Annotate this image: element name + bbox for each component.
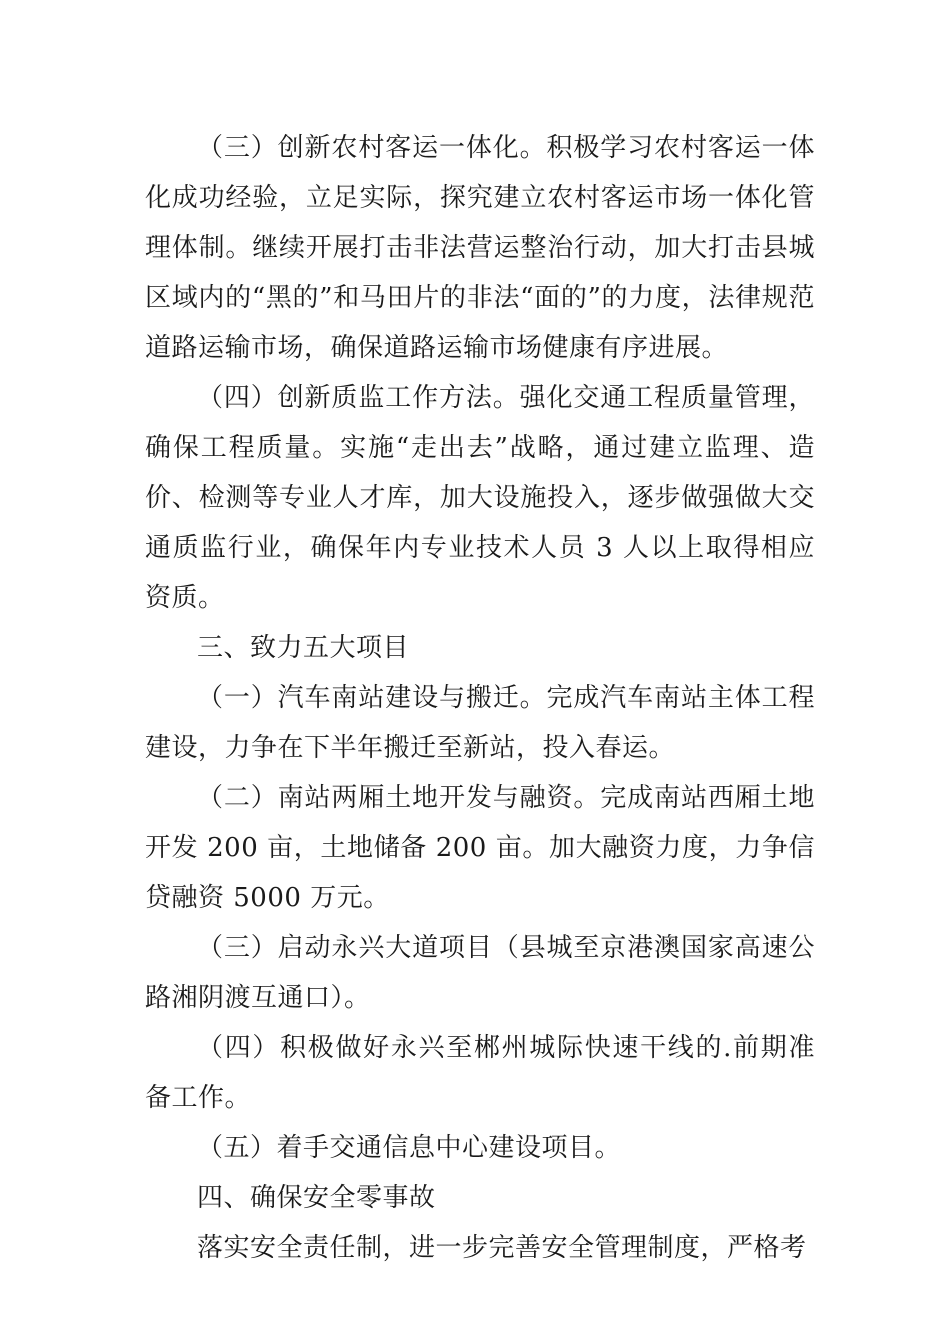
paragraph-south-station-land: （二）南站两厢土地开发与融资。完成南站西厢土地开发 200 亩，土地储备 200 亩。加大融资力度，力争信贷融资 5000 万元。 [145,783,815,913]
paragraph-intercity-expressway: （四）积极做好永兴至郴州城际快速干线的.前期准备工作。 [145,1033,815,1113]
paragraph-rural-passenger-integration: （三）创新农村客运一体化。积极学习农村客运一体化成功经验，立足实际，探究建立农村客运市场一体化管理体制。继续开展打击非法营运整治行动，加大打击县城区域内的“黑的”和马田片的非法“面的”的力度，法律规范道路运输市场，确保道路运输市场健康有序进展。 [145,133,815,363]
paragraph-yongxing-avenue: （三）启动永兴大道项目（县城至京港澳国家高速公路湘阴渡互通口）。 [145,933,815,1013]
document-body [145,123,815,1273]
section-heading-safety: 四、确保安全零事故 [197,1183,436,1213]
paragraph-quality-supervision: （四）创新质监工作方法。强化交通工程质量管理，确保工程质量。实施“走出去”战略，通过建立监理、造价、检测等专业人才库，加大设施投入，逐步做强做大交通质监行业，确保年内专业技术人员 3 人以上取得相应资质。 [145,383,815,613]
section-heading-five-projects: 三、致力五大项目 [197,633,410,663]
paragraph-south-station-construction: （一）汽车南站建设与搬迁。完成汽车南站主体工程建设，力争在下半年搬迁至新站，投入春运。 [145,683,815,763]
paragraph-info-center: （五）着手交通信息中心建设项目。 [197,1133,622,1163]
paragraph-safety-responsibility: 落实安全责任制，进一步完善安全管理制度，严格考 [197,1233,807,1263]
